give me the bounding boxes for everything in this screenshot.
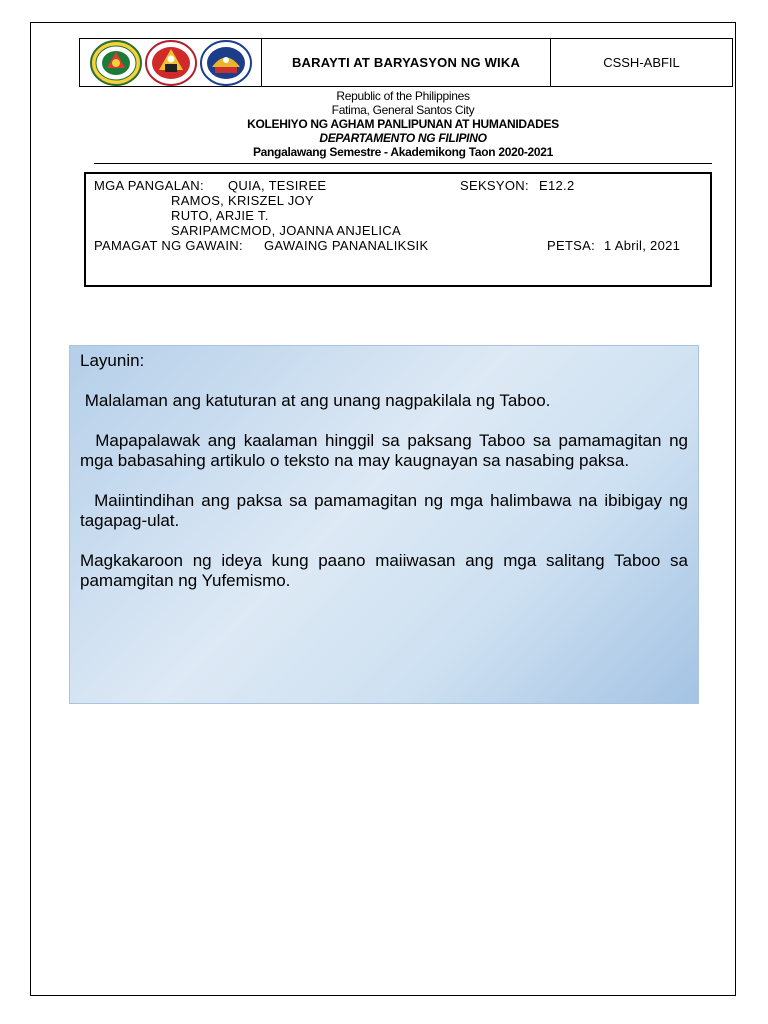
course-title: BARAYTI AT BARYASYON NG WIKA [262, 39, 551, 86]
objective-item: Malalaman ang katuturan at ang unang nagpakilala ng Taboo. [80, 391, 551, 410]
college-name: KOLEHIYO NG AGHAM PANLIPUNAN AT HUMANIDADES [247, 117, 559, 131]
institution-block [94, 89, 712, 159]
name-4: SARIPAMCMOD, JOANNA ANJELICA [171, 223, 401, 238]
date-label: PETSA: [547, 238, 596, 253]
names-label: MGA PANGALAN: [94, 178, 204, 193]
location-line: Fatima, General Santos City [331, 103, 475, 117]
document-header [79, 38, 733, 87]
department-seal-icon [200, 40, 252, 86]
activity-title-value: GAWAING PANANALIKSIK [264, 238, 429, 253]
department-name: DEPARTAMENTO NG FILIPINO [319, 131, 487, 145]
name-3: RUTO, ARJIE T. [171, 208, 269, 223]
logos [80, 39, 262, 86]
name-2: RAMOS, KRISZEL JOY [171, 193, 314, 208]
student-info-box [84, 172, 712, 287]
section-value: E12.2 [539, 178, 575, 193]
objectives-box [69, 345, 699, 704]
course-code: CSSH-ABFIL [603, 55, 680, 70]
term-line: Pangalawang Semestre - Akademikong Taon 2020-2021 [252, 145, 554, 159]
activity-title-label: PAMAGAT NG GAWAIN: [94, 238, 243, 253]
objective-item: Magkakaroon ng ideya kung paano maiiwasan ang mga salitang Taboo sa pamamgitan ng Yufemismo. [80, 551, 688, 590]
header-divider [94, 163, 712, 164]
date-value: 1 Abril, 2021 [604, 238, 681, 253]
name-1: QUIA, TESIREE [228, 178, 327, 193]
objectives-heading: Layunin: [80, 351, 145, 370]
objective-item: Mapapalawak ang kaalaman hinggil sa paksang Taboo sa pamamagitan ng mga babasahing artikulo o teksto na may kaugnayan sa nasabing paksa. [80, 431, 693, 470]
section-label: SEKSYON: [460, 178, 529, 193]
republic-line: Republic of the Philippines [336, 89, 470, 103]
university-seal-icon [90, 40, 142, 86]
college-seal-icon [145, 40, 197, 86]
objective-item: Maiintindihan ang paksa sa pamamagitan ng mga halimbawa na ibibigay ng tagapag-ulat. [80, 491, 693, 530]
